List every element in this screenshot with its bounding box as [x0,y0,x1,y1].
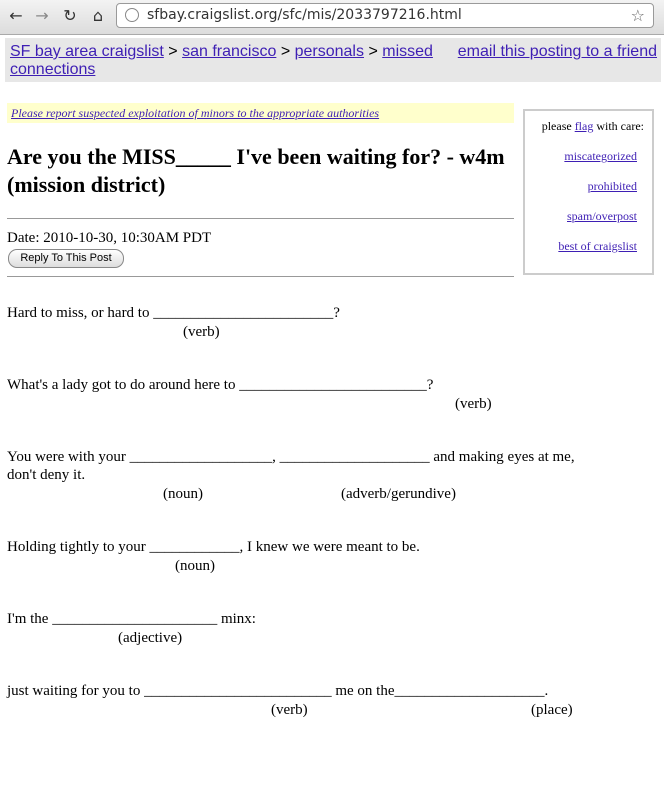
posting-title: Are you the MISS_____ I've been waiting for? - w4m (mission district) [7,144,505,197]
browser-toolbar [0,0,664,35]
flag-header: please flag with care: [541,119,644,133]
email-posting-link[interactable]: email this posting to a friend [457,43,657,60]
url-text[interactable]: sfbay.craigslist.org/sfc/mis/2033797216.html [147,7,462,23]
flag-miscategorized-link[interactable]: miscategorized [564,149,637,163]
warning-banner [7,103,514,123]
blank-hint: (noun) [175,558,215,574]
home-icon[interactable]: ⌂ [92,6,104,25]
blank-hint: (verb) [183,324,220,340]
forward-icon[interactable]: → [35,6,49,25]
body-line: You were with your ___________________, ____________________ and making eyes at me, [7,449,575,465]
blank-hint: (adjective) [118,630,183,646]
crumb-separator: > [280,43,291,60]
flag-box [523,109,654,275]
blank-hint: (adverb/gerundive) [341,486,456,502]
divider [7,276,514,277]
blank-hint: (noun) [163,486,203,502]
flag-prohibited-link[interactable]: prohibited [587,179,637,193]
breadcrumb [10,43,450,79]
body-line: don't deny it. [7,467,86,483]
body-line: just waiting for you to _________________________ me on the____________________. [7,683,549,699]
body-line: What's a lady got to do around here to _________________________? [7,377,434,393]
blank-hint: (verb) [455,396,492,412]
globe-icon [125,8,139,22]
flag-best-of-link[interactable]: best of craigslist [558,239,637,253]
crumb-san-francisco[interactable]: san francisco [182,43,277,60]
blank-hint: (place) [531,702,573,718]
divider [7,218,514,219]
report-exploitation-link[interactable]: Please report suspected exploitation of minors to the appropriate authorities [11,106,380,120]
crumb-separator: > [168,43,178,60]
blank-hint: (verb) [271,702,308,718]
body-line: Holding tightly to your ____________, I knew we were meant to be. [7,539,420,555]
crumb-separator: > [368,43,378,60]
breadcrumb-header [5,38,661,82]
address-bar[interactable] [116,3,654,28]
flag-spam-link[interactable]: spam/overpost [567,209,637,223]
crumb-personals[interactable]: personals [294,43,364,60]
crumb-sfbay[interactable]: SF bay area craigslist [10,43,164,60]
body-line: I'm the ______________________ minx: [7,611,256,627]
crumb-missed-connections[interactable]: missed connections [10,43,433,78]
body-line: Hard to miss, or hard to ________________________? [7,305,340,321]
back-icon[interactable]: ← [9,6,23,25]
bookmark-star-icon[interactable]: ☆ [630,6,645,25]
flag-link[interactable]: flag [574,119,594,133]
reply-button[interactable]: Reply To This Post [8,249,124,268]
reload-icon[interactable]: ↻ [63,6,77,25]
posting-date: Date: 2010-10-30, 10:30AM PDT [7,230,212,246]
